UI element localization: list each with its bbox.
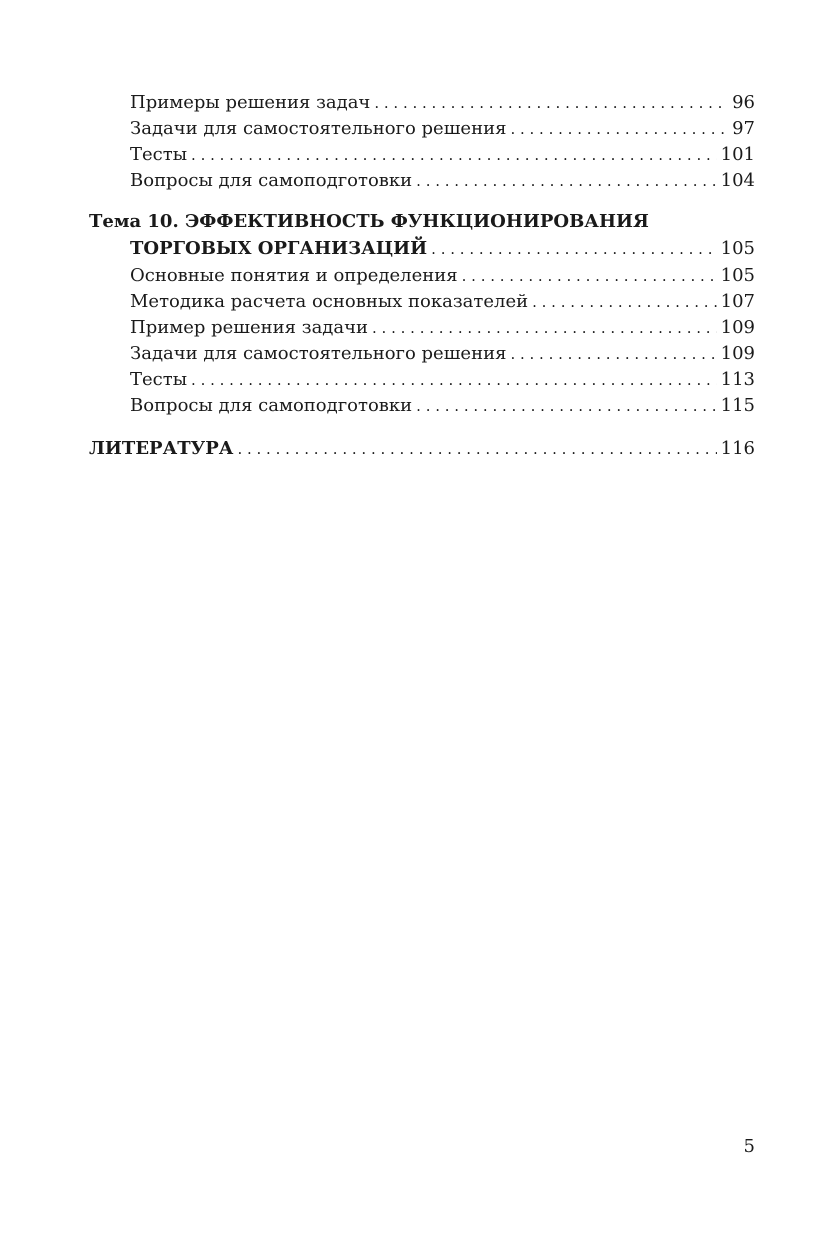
dot-leader	[416, 393, 716, 419]
toc-entry-page: 109	[720, 343, 755, 364]
toc-entry	[130, 289, 755, 315]
toc-entry	[130, 393, 755, 419]
topic-heading-page: 105	[720, 238, 755, 259]
dot-leader	[510, 116, 728, 142]
toc-entry-page: 101	[720, 144, 755, 165]
toc-entry	[130, 116, 755, 142]
literature-page: 116	[720, 438, 755, 459]
topic-heading-continuation	[130, 236, 755, 262]
toc-entry-title: Методика расчета основных показателей	[130, 291, 529, 312]
dot-leader	[374, 90, 728, 116]
toc-entry	[130, 142, 755, 168]
toc-entry-title: Задачи для самостоятельного решения	[130, 343, 507, 364]
dot-leader	[372, 315, 717, 341]
toc-entry-page: 109	[720, 317, 755, 338]
dot-leader	[431, 236, 716, 262]
toc-entry-title: Задачи для самостоятельного решения	[130, 118, 507, 139]
dot-leader	[191, 367, 717, 393]
page-number: 5	[743, 1136, 755, 1157]
toc-entry-page: 105	[720, 265, 755, 286]
toc-entry	[130, 90, 755, 116]
toc-entry-page: 96	[732, 92, 755, 113]
topic-heading: Тема 10. ЭФФЕКТИВНОСТЬ ФУНКЦИОНИРОВАНИЯ	[89, 211, 649, 232]
toc-entry-title: Тесты	[130, 144, 188, 165]
toc-entry-literature	[89, 436, 755, 462]
dot-leader	[191, 142, 717, 168]
dot-leader	[416, 168, 716, 194]
toc-entry	[130, 367, 755, 393]
toc-entry	[130, 263, 755, 289]
dot-leader	[532, 289, 717, 315]
toc-entry-title: Вопросы для самоподготовки	[130, 170, 413, 191]
toc-entry-title: Пример решения задачи	[130, 317, 369, 338]
topic-heading-title: ТОРГОВЫХ ОРГАНИЗАЦИЙ	[130, 238, 428, 259]
toc-entry	[130, 341, 755, 367]
dot-leader	[237, 436, 716, 462]
toc-entry-title: Основные понятия и определения	[130, 265, 458, 286]
toc-entry-title: Тесты	[130, 369, 188, 390]
dot-leader	[510, 341, 716, 367]
dot-leader	[462, 263, 717, 289]
toc-entry-page: 104	[720, 170, 755, 191]
toc-entry-page: 113	[720, 369, 755, 390]
toc-entry-page: 97	[732, 118, 755, 139]
toc-entry	[130, 168, 755, 194]
toc-entry	[130, 315, 755, 341]
toc-entry-title: Примеры решения задач	[130, 92, 371, 113]
literature-title: ЛИТЕРАТУРА	[89, 438, 234, 459]
toc-entry-page: 107	[720, 291, 755, 312]
toc-entry-title: Вопросы для самоподготовки	[130, 395, 413, 416]
toc-entry-page: 115	[720, 395, 755, 416]
